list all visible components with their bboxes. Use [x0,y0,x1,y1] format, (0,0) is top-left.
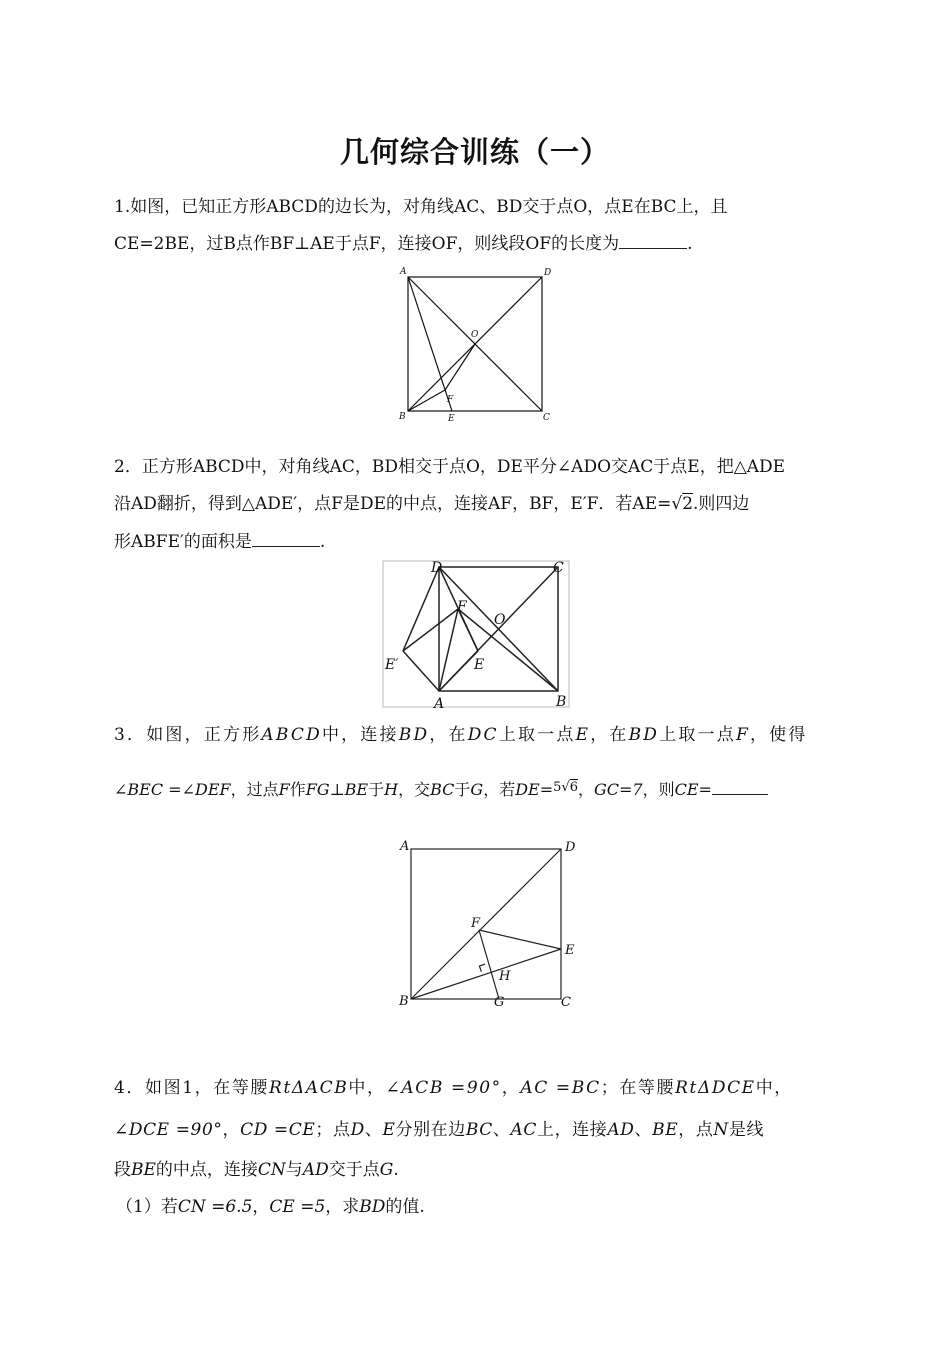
q2-line-fe [458,609,478,651]
q2-sqrt-value: 2 [682,494,694,514]
q3-text-8: ，过点 [230,780,279,799]
q3-label-d: D [565,840,576,855]
q4-rt-dce: RtΔDCE [675,1078,756,1098]
q4-var-d: D [350,1120,365,1140]
q3-line-fg [479,930,499,999]
q4-sub1-text-2: ， [252,1197,270,1217]
q2-answer-blank [252,530,320,547]
q4-text-8: 、 [364,1120,383,1140]
q3-label-g: G [494,995,505,1010]
q3-de-sqrt: 6 [569,780,578,795]
q3-label-b: B [399,994,409,1009]
q1-label-b: B [399,412,406,422]
page-title: 几何综合训练（一） [339,135,610,169]
q4-cd-ce: CD =CE [240,1120,316,1140]
q2-line2-end: .则四边 [693,494,750,514]
q3-text-14: ， [577,780,594,799]
q3-line-fe [479,930,561,949]
q4-text-13: ，点 [678,1120,714,1140]
q4-ac-bc: AC =BC [520,1078,601,1098]
q4-sub1 [116,1195,425,1219]
q4-text-5: 中， [755,1078,793,1098]
q4-text-19: . [393,1160,399,1180]
q3-var-ce: CE= [674,780,712,799]
q3-text-6: 上取一点 [659,725,736,745]
q2-label-e: E [474,657,485,673]
q3-text-3: ，在 [429,725,468,745]
q3-angle-eq: ∠BEC =∠DEF [114,780,231,799]
q4-text-3: ， [501,1078,521,1098]
q3-var-bd2: BD [628,725,660,745]
q2-figure [380,558,572,710]
q3-label-e: E [565,943,575,958]
q3-text-15: ，则 [642,780,675,799]
q4-text-10: 、 [492,1120,511,1140]
q2-line-ep-a [403,651,439,691]
q1-figure [396,264,558,426]
q4-text-11: 上，连接 [536,1120,608,1140]
q4-var-ad: AD [607,1120,635,1140]
q1-label-d: D [544,268,552,278]
q1-label-e: E [448,414,455,424]
q3-var-bc: BC [430,780,455,799]
q3-label-a: A [400,839,410,854]
q2-label-ep: E′ [385,657,399,673]
q4-text-4: ；在等腰 [600,1078,676,1098]
q3-label-h: H [499,969,511,984]
q2-line3 [114,530,325,554]
q4-ce-value: CE =5 [269,1197,326,1217]
q3-line2 [114,776,768,802]
q4-text-9: 分别在边 [395,1120,466,1140]
q4-var-g: G [379,1160,394,1180]
q1-line1: 1.如图，已知正方形ABCD的边长为，对角线AC、BD交于点O，点E在BC上，且 [114,197,728,217]
q3-text-10: 于 [368,780,385,799]
q3-line1 [114,723,808,747]
q4-var-ad2: AD [302,1160,329,1180]
q1-label-o: O [471,330,479,340]
q4-var-be: BE [652,1120,679,1140]
q2-label-c: C [553,560,564,576]
q3-text-7: ，使得 [749,725,808,745]
q2-label-a: A [434,696,445,710]
q3-diagonal-bd [411,849,561,999]
q4-text-18: 交于点 [328,1160,380,1180]
q2-label-b: B [556,694,567,710]
q4-var-cn: CN [257,1160,286,1180]
q2-line-fb [458,609,558,691]
q1-line2-end: . [687,234,693,254]
q3-line-be [411,949,561,999]
q3-text-12: 于 [454,780,471,799]
q3-de-coef: 5 [553,780,562,795]
q4-angle-dce: ∠DCE =90° [114,1120,223,1140]
q3-answer-blank [712,778,768,795]
q3-text-5: ，在 [590,725,629,745]
q3-text-13: ，若 [483,780,516,799]
q3-text-4: 上取一点 [498,725,576,745]
q2-label-o: O [494,612,506,628]
q2-line2 [114,492,749,516]
q4-var-n: N [713,1120,729,1140]
q4-text-17: 与 [285,1160,303,1180]
q3-var-f2: F [278,780,290,799]
q3-label-f: F [471,916,481,931]
q4-text-12: 、 [634,1120,653,1140]
q4-var-bd: BD [359,1197,386,1217]
q1-answer-blank [619,232,687,249]
q2-line3-text: 形ABFE′的面积是 [114,532,252,552]
q4-text-1: 4．如图1，在等腰 [114,1078,270,1098]
q3-text-11: ，交 [398,780,431,799]
q4-var-e: E [382,1120,396,1140]
q2-label-f: F [457,599,467,615]
q2-label-d: D [431,560,443,576]
q4-var-ac: AC [510,1120,537,1140]
q3-text-1: 3．如图，正方形 [114,725,262,745]
q4-var-bc: BC [465,1120,493,1140]
q3-right-angle-mark [479,964,485,972]
q4-var-be2: BE [131,1160,156,1180]
q3-text-9: 作 [289,780,306,799]
q4-line2 [114,1118,764,1142]
q4-sub1-text-3: ，求 [325,1197,360,1217]
q3-var-de: DE= [515,780,554,799]
q1-label-a: A [400,267,407,277]
q1-line-ae [408,277,452,411]
q4-text-7: ；点 [315,1120,351,1140]
q4-rt-acb: RtΔACB [269,1078,349,1098]
q3-var-g: G [470,780,484,799]
q1-label-c: C [543,413,550,423]
q3-var-abcd: ABCD [261,725,322,745]
q2-line2-text: 沿AD翻折，得到△ADE′，点F是DE的中点，连接AF，BF，E′F．若AE= [114,494,672,514]
q4-text-16: 的中点，连接 [155,1160,258,1180]
q2-line-ea [439,651,478,691]
q2-line3-end: . [319,532,326,552]
q3-figure [392,834,582,1014]
q3-text-2: 中，连接 [321,725,399,745]
q2-line-de-prime [403,567,439,651]
q3-var-gc: GC=7 [594,780,643,799]
q4-sub1-text-1: （1）若 [116,1197,178,1217]
q4-line3 [114,1158,399,1182]
q3-label-c: C [561,995,571,1010]
q3-var-h: H [384,780,399,799]
q4-line1 [114,1076,793,1100]
q4-sub1-text-4: 的值. [385,1197,425,1217]
q4-text-15: 段 [114,1160,131,1180]
q1-line-of [445,344,475,390]
q4-text-2: 中， [348,1078,386,1098]
q3-var-f: F [735,725,750,745]
q3-var-dc: DC [467,725,499,745]
q3-var-e: E [575,725,591,745]
q4-text-14: 是线 [728,1120,765,1140]
q4-text-6: ， [222,1120,241,1140]
q2-line1: 2．正方形ABCD中，对角线AC，BD相交于点O，DE平分∠ADO交AC于点E，把△ADE [114,457,786,477]
q2-sqrt-sign: √ [671,494,683,514]
q3-var-fg: FG⊥BE [305,780,369,799]
q3-var-bd: BD [398,725,430,745]
q4-angle-acb: ∠ACB =90° [385,1078,502,1098]
q4-cn-value: CN =6.5 [177,1197,253,1217]
q1-label-f: F [447,395,454,405]
q1-line2 [114,232,693,256]
q1-line2-text: CE=2BE，过B点作BF⊥AE于点F，连接OF，则线段OF的长度为 [114,234,620,254]
q3-de-sqrt-sign: √ [561,780,570,795]
